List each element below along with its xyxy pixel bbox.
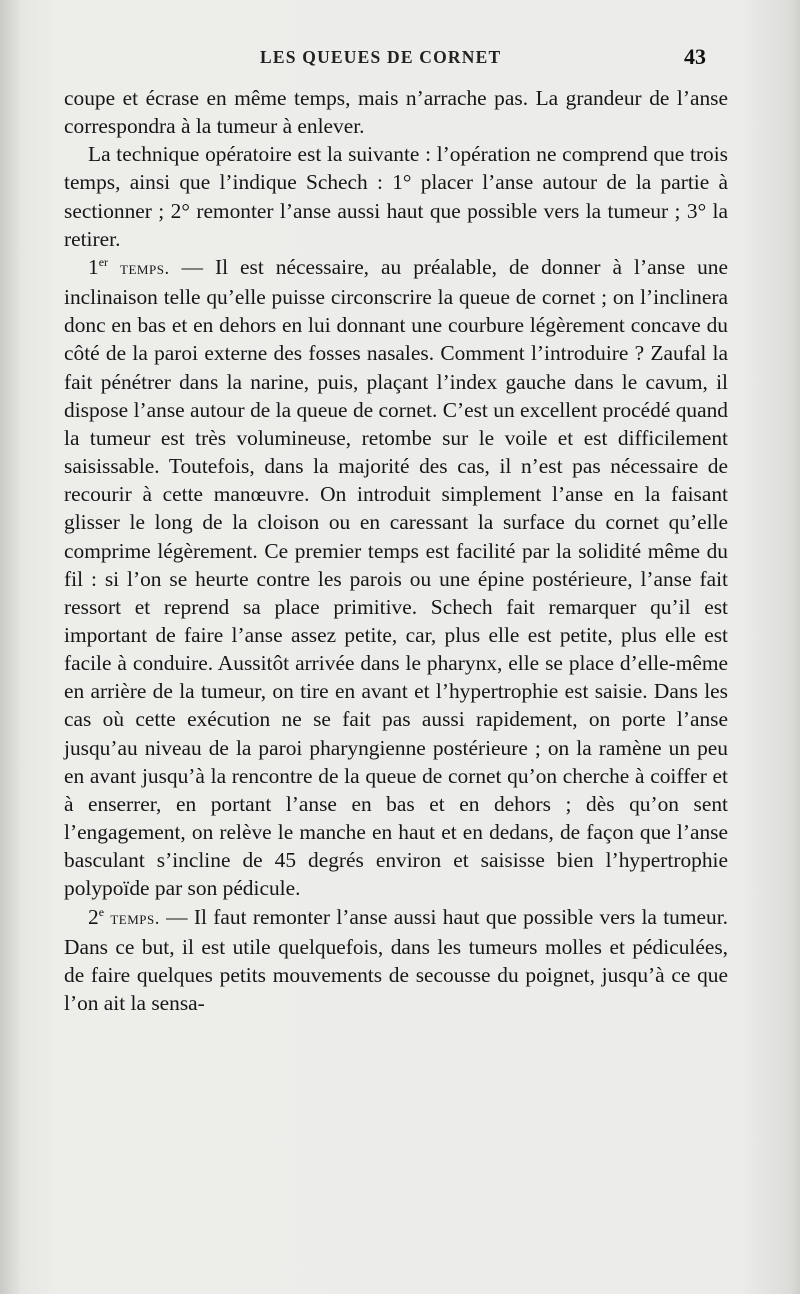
step-number: 2 bbox=[88, 904, 99, 929]
step-text: — Il est nécessaire, au préalable, de donner à l’anse une inclinaison telle qu’elle puisse circonscrire la queue de cornet ; on l’inclinera donc en bas et en dehors en lui donnant une courbure légèrement concave du côté de la paroi externe des fosses nasales. Comment l’introduire ? Zaufal la fait pénétrer dans la narine, puis, plaçant l’index gauche dans le cavum, il dispose l’anse autour de la queue de cornet. C’est un excellent procédé quand la tumeur est très volumineuse, retombe sur le voile et est difficilement saisissable. Toutefois, dans la majorité des cas, il n’est pas nécessaire de recourir à cette manœuvre. On introduit simplement l’anse en la faisant glisser le long de la cloison ou en caressant la surface du cornet qu’elle comprime légèrement. Ce premier temps est facilité par la solidité même du fil : si l’on se heurte contre les parois ou une épine postérieure, l’anse fait ressort et reprend sa place primitive. Schech fait remarquer qu’il est important de faire l’anse assez petite, car, plus elle est petite, plus elle est facile à conduire. Aussitôt arrivée dans le pharynx, elle se place d’elle-même en arrière de la tumeur, on tire en avant et l’hypertrophie est saisie. Dans les cas où cette exécution ne se fait pas aussi rapidement, on porte l’anse jusqu’au niveau de la paroi pharyngienne postérieure ; on la ramène un peu en avant jusqu’à la rencontre de la queue de cornet qu’on cherche à coiffer et à enserrer, en portant l’anse en bas et en dehors ; dès qu’on sent l’engagement, on relève le manche en haut et en dedans, de façon que l’anse basculant s’incline de 45 degrés environ et saisisse bien l’hypertrophie polypoïde par son pédicule. bbox=[64, 254, 728, 901]
paragraph-second-step bbox=[64, 903, 728, 1018]
step-ordinal: er bbox=[98, 254, 109, 269]
paragraph-first-step bbox=[64, 253, 728, 903]
running-title: LES QUEUES DE CORNET bbox=[260, 47, 502, 67]
page-number: 43 bbox=[684, 44, 706, 69]
body-text bbox=[64, 84, 728, 1017]
paragraph-continuation: coupe et écrase en même temps, mais n’arrache pas. La grandeur de l’anse correspondra à la tumeur à enlever. bbox=[64, 86, 728, 139]
page-header bbox=[0, 44, 800, 74]
step-label: temps. bbox=[120, 258, 170, 279]
step-label: temps. bbox=[110, 908, 160, 929]
step-ordinal: e bbox=[98, 904, 105, 919]
step-number: 1 bbox=[88, 254, 99, 279]
paragraph-technique: La technique opératoire est la suivante : l’opération ne comprend que trois temps, ainsi que l’indique Schech : 1° placer l’anse autour de la partie à sectionner ; 2° remonter l’anse aussi haut que possible vers la tumeur ; 3° la retirer. bbox=[64, 142, 728, 251]
step-text: — Il faut remonter l’anse aussi haut que possible vers la tumeur. Dans ce but, il est utile quelquefois, dans les tumeurs molles et pédiculées, de faire quelques petits mouvements de secousse du poignet, jusqu’à ce que l’on ait la sensa- bbox=[64, 904, 728, 1015]
